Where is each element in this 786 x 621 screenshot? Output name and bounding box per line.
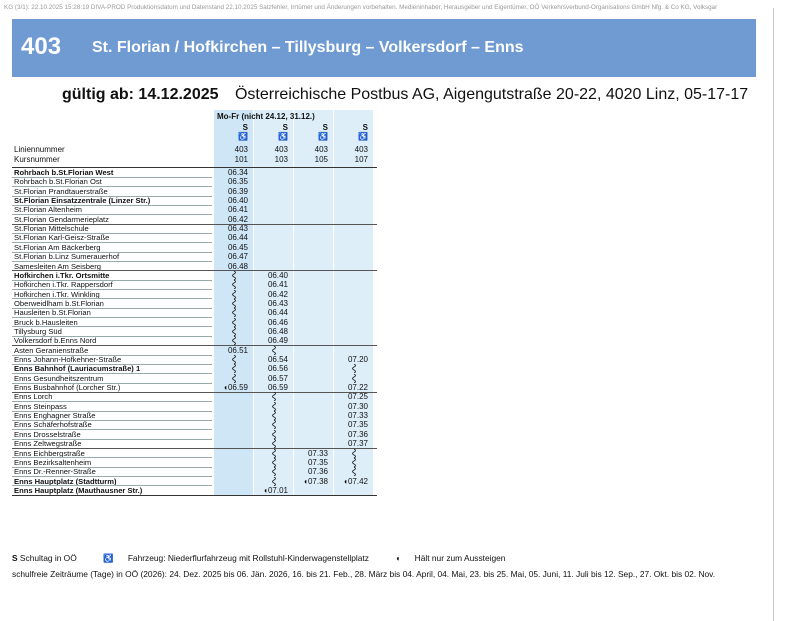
course-number-row-value: 105 bbox=[314, 155, 328, 164]
departure-time: 07.20 bbox=[347, 355, 368, 364]
departure-time: 06.43 bbox=[227, 224, 248, 234]
stop-row bbox=[12, 205, 377, 214]
departure-time: 07.30 bbox=[347, 401, 368, 411]
production-info-line: KG (3/1): 22.10.2025 15:28:19 DIVA-PROD Produktionsdatum und Datenstand 22.10.2025 Satzfehler, Irrtümer und Änderungen vorbehalten. Medieninhaber, Herausgeber und Eigentümer, OÖ Verkehrsverbund-Organisations GmbH Nfg. & Co KG, Volksgar bbox=[4, 4, 718, 11]
table-bottom bbox=[12, 495, 377, 496]
line-number-row-value: 403 bbox=[314, 145, 328, 154]
stop-name: Enns Dr.-Renner-Straße bbox=[14, 467, 96, 477]
departure-time: 06.49 bbox=[267, 336, 288, 346]
stop-name: Oberweidlham b.St.Florian bbox=[14, 298, 104, 308]
pass-through-icon bbox=[214, 336, 253, 345]
pass-through-icon bbox=[254, 449, 293, 458]
pass-through-icon bbox=[254, 411, 293, 420]
stop-row bbox=[12, 420, 377, 429]
pass-through-icon bbox=[214, 280, 253, 289]
half-moon-icon: ◖ bbox=[395, 553, 401, 563]
pass-through-icon bbox=[254, 467, 293, 476]
course-number-row-value: 101 bbox=[234, 155, 248, 164]
school-day-symbol: S bbox=[322, 123, 328, 132]
stop-name: Enns Drosselstraße bbox=[14, 429, 81, 439]
timetable bbox=[12, 110, 377, 544]
stop-name: St.Florian Einsatzzentrale (Linzer Str.) bbox=[14, 196, 151, 206]
page-border bbox=[773, 8, 774, 621]
stop-name: St.Florian Karl-Geisz-Straße bbox=[14, 233, 110, 243]
pass-through-icon bbox=[214, 364, 253, 373]
stop-name: Tillysburg Süd bbox=[14, 326, 62, 336]
stop-name: Enns Busbahnhof (Lorcher Str.) bbox=[14, 383, 121, 393]
departure-time: 07.33 bbox=[347, 411, 368, 421]
operator-info: Österreichische Postbus AG, Aigengutstraße 20-22, 4020 Linz, 05-17-17 bbox=[234, 86, 749, 103]
stop-row bbox=[12, 271, 377, 280]
departure-time: 06.41 bbox=[267, 280, 288, 290]
departure-time: ◖07.01 bbox=[263, 485, 288, 495]
departure-time: ◖06.59 bbox=[223, 383, 248, 393]
departure-time: 06.43 bbox=[267, 298, 288, 308]
stop-row bbox=[12, 168, 377, 177]
stop-row bbox=[12, 364, 377, 373]
stop-row bbox=[12, 336, 377, 345]
stop-name: Enns Lorch bbox=[14, 392, 53, 402]
line-number-row-value: 403 bbox=[274, 145, 288, 154]
pass-through-icon bbox=[254, 477, 293, 486]
departure-time: 07.22 bbox=[347, 383, 368, 393]
departure-time: 07.36 bbox=[347, 429, 368, 439]
departure-time: 06.48 bbox=[267, 326, 288, 336]
school-holiday-note: schulfreie Zeiträume (Tage) in OÖ (2026): 24. Dez. 2025 bis 06. Jän. 2026, 16. bis 21. Feb., 28. März bis 04. April, 04. Mai, 23. bis 25. Mai, 05. Juni, 11. Juli bis 12. Sep., 27. Okt. bis 02. Nov. bbox=[12, 569, 716, 579]
pass-through-icon bbox=[214, 290, 253, 299]
line-number-row-label: Liniennummer bbox=[14, 145, 65, 154]
pass-through-icon bbox=[254, 439, 293, 448]
stop-name: St.Florian Prandtauerstraße bbox=[14, 186, 108, 196]
departure-time: 06.40 bbox=[227, 196, 248, 206]
pass-through-icon bbox=[334, 364, 373, 373]
stop-name: Hofkirchen i.Tkr. Winkling bbox=[14, 289, 100, 299]
stop-row bbox=[12, 233, 377, 242]
departure-time: 07.33 bbox=[307, 448, 328, 458]
departure-time: 06.48 bbox=[227, 261, 248, 271]
course-number-row-value: 107 bbox=[354, 155, 368, 164]
valid-from: gültig ab: 14.12.2025 bbox=[62, 86, 219, 103]
departure-time: 06.51 bbox=[227, 345, 248, 355]
pass-through-icon bbox=[254, 392, 293, 401]
stop-row bbox=[12, 177, 377, 186]
stop-name: Rohrbach b.St.Florian Ost bbox=[14, 177, 102, 187]
stop-name: Enns Schäferhofstraße bbox=[14, 420, 92, 430]
stop-row bbox=[12, 262, 377, 271]
pass-through-icon bbox=[334, 374, 373, 383]
departure-time: 06.56 bbox=[267, 364, 288, 374]
departure-time: 06.44 bbox=[227, 233, 248, 243]
stop-row bbox=[12, 215, 377, 224]
validity-line bbox=[62, 86, 748, 104]
stop-name: Hofkirchen i.Tkr. Rappersdorf bbox=[14, 280, 113, 290]
departure-time: 06.40 bbox=[267, 270, 288, 280]
course-number-row-label: Kursnummer bbox=[14, 155, 60, 164]
departure-time: ◖07.42 bbox=[343, 476, 368, 486]
departure-time: 06.41 bbox=[227, 205, 248, 215]
pass-through-icon bbox=[214, 299, 253, 308]
stop-row bbox=[12, 243, 377, 252]
departure-time: 06.42 bbox=[267, 289, 288, 299]
departure-time: 07.25 bbox=[347, 392, 368, 402]
stop-name: Enns Steinpass bbox=[14, 401, 67, 411]
wheelchair-icon: ♿ bbox=[278, 132, 288, 141]
pass-through-icon bbox=[214, 327, 253, 336]
stop-name: Enns Eichbergstraße bbox=[14, 448, 85, 458]
pass-through-icon bbox=[214, 374, 253, 383]
stop-name: Hausleiten b.St.Florian bbox=[14, 308, 91, 318]
stop-row bbox=[12, 486, 377, 495]
stop-name: Enns Bahnhof (Lauriacumstraße) 1 bbox=[14, 364, 141, 374]
stop-name: Asten Geranienstraße bbox=[14, 345, 89, 355]
stop-row bbox=[12, 383, 377, 392]
stop-name: Enns Gesundheitszentrum bbox=[14, 373, 104, 383]
departure-time: 07.37 bbox=[347, 439, 368, 449]
legend bbox=[12, 553, 529, 564]
wheelchair-icon: ♿ bbox=[358, 132, 368, 141]
stop-name: Enns Bezirksaltenheim bbox=[14, 457, 92, 467]
line-number-row-value: 403 bbox=[234, 145, 248, 154]
departure-time: 06.45 bbox=[227, 242, 248, 252]
wheelchair-icon: ♿ bbox=[318, 132, 328, 141]
departure-time: 06.34 bbox=[227, 168, 248, 177]
stop-row bbox=[12, 392, 377, 401]
stop-row bbox=[12, 439, 377, 448]
pass-through-icon bbox=[334, 467, 373, 476]
pass-through-icon bbox=[254, 346, 293, 355]
stop-row bbox=[12, 318, 377, 327]
school-day-symbol: S bbox=[282, 123, 288, 132]
school-day-symbol: S bbox=[12, 553, 18, 563]
departure-time: 06.59 bbox=[267, 383, 288, 393]
pass-through-icon bbox=[214, 318, 253, 327]
stop-row bbox=[12, 224, 377, 233]
pass-through-icon bbox=[254, 420, 293, 429]
stop-name: Hofkirchen i.Tkr. Ortsmitte bbox=[14, 270, 110, 280]
line-number-row-value: 403 bbox=[354, 145, 368, 154]
wheelchair-icon: ♿ bbox=[103, 553, 114, 563]
departure-time: 06.47 bbox=[227, 252, 248, 262]
pass-through-icon bbox=[214, 355, 253, 364]
stop-row bbox=[12, 402, 377, 411]
wheelchair-icon: ♿ bbox=[238, 132, 248, 141]
pass-through-icon bbox=[214, 308, 253, 317]
stop-row bbox=[12, 411, 377, 420]
stop-row bbox=[12, 187, 377, 196]
stop-name: Enns Hauptplatz (Stadtturm) bbox=[14, 476, 117, 486]
stop-row bbox=[12, 196, 377, 205]
departure-time: 07.35 bbox=[347, 420, 368, 430]
legend-vehicle: ♿ Fahrzeug: Niederflurfahrzeug mit Rollstuhl-Kinderwagenstellplatz bbox=[103, 553, 369, 563]
stop-name: Enns Zeltwegstraße bbox=[14, 439, 82, 449]
route-title: St. Florian / Hofkirchen – Tillysburg – Volkersdorf – Enns bbox=[92, 39, 524, 56]
legend-school-day: S Schultag in OÖ bbox=[12, 553, 77, 563]
stop-row bbox=[12, 290, 377, 299]
stop-row bbox=[12, 355, 377, 364]
stop-row bbox=[12, 327, 377, 336]
day-label: Mo-Fr (nicht 24.12, 31.12.) bbox=[217, 112, 315, 121]
stop-name: Samesleiten Am Seisberg bbox=[14, 261, 101, 271]
line-banner bbox=[12, 19, 756, 77]
departure-time: 06.46 bbox=[267, 317, 288, 327]
departure-time: 06.57 bbox=[267, 373, 288, 383]
line-number: 403 bbox=[21, 33, 62, 60]
stop-name: St.Florian Gendarmerieplatz bbox=[14, 214, 109, 224]
departure-time: 06.35 bbox=[227, 177, 248, 187]
departure-time: 07.35 bbox=[307, 457, 328, 467]
stop-name: St.Florian Altenheim bbox=[14, 205, 82, 215]
school-day-symbol: S bbox=[362, 123, 368, 132]
stop-row bbox=[12, 374, 377, 383]
stop-name: St.Florian b.Linz Sumerauerhof bbox=[14, 252, 120, 262]
school-day-symbol: S bbox=[242, 123, 248, 132]
stop-name: Volkersdorf b.Enns Nord bbox=[14, 336, 97, 346]
pass-through-icon bbox=[214, 271, 253, 280]
departure-time: 06.42 bbox=[227, 214, 248, 224]
stop-name: St.Florian Am Bäckerberg bbox=[14, 242, 101, 252]
pass-through-icon bbox=[334, 458, 373, 467]
stop-row bbox=[12, 252, 377, 261]
legend-alight-only: ◖ Hält nur zum Aussteigen bbox=[395, 553, 506, 563]
stop-row bbox=[12, 299, 377, 308]
stop-name: St.Florian Mittelschule bbox=[14, 224, 89, 234]
departure-time: ◖07.38 bbox=[303, 476, 328, 486]
stop-name: Bruck b.Hausleiten bbox=[14, 317, 78, 327]
departure-time: 06.39 bbox=[227, 186, 248, 196]
course-number-row-value: 103 bbox=[274, 155, 288, 164]
pass-through-icon bbox=[254, 458, 293, 467]
departure-time: 06.44 bbox=[267, 308, 288, 318]
pass-through-icon bbox=[254, 402, 293, 411]
departure-time: 07.36 bbox=[307, 467, 328, 477]
stop-row bbox=[12, 430, 377, 439]
stop-row bbox=[12, 280, 377, 289]
stop-name: Enns Johann-Hofkehner-Straße bbox=[14, 355, 122, 364]
stop-row bbox=[12, 346, 377, 355]
departure-time: 06.54 bbox=[267, 355, 288, 364]
stop-name: Rohrbach b.St.Florian West bbox=[14, 168, 114, 177]
pass-through-icon bbox=[254, 430, 293, 439]
pass-through-icon bbox=[334, 449, 373, 458]
stop-name: Enns Hauptplatz (Mauthausner Str.) bbox=[14, 485, 143, 495]
stop-name: Enns Enghagner Straße bbox=[14, 411, 96, 421]
stop-row bbox=[12, 308, 377, 317]
